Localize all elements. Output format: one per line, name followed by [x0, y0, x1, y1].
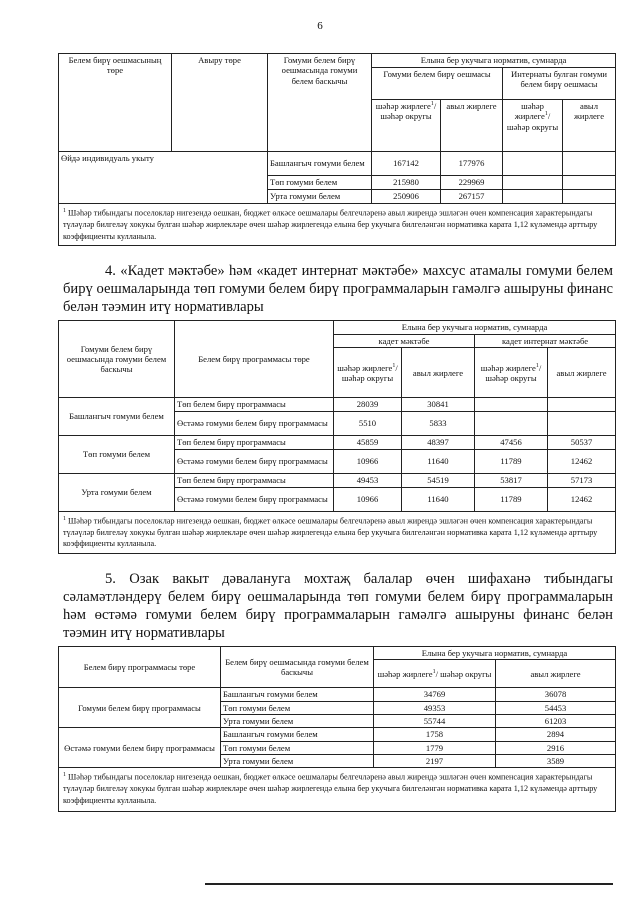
table-row: Төп гомуми белем 1779 2916: [59, 741, 616, 754]
section-heading-5: 5. Озак вакыт дәвалануга мохтаҗ балалар өчен шифаханә тибындагы сәламәтләндерү белем бирү оешмаларында төп гомуми белем бирү программаларын һәм өстәмә гомуми белем бирү программаларын гамәлгә ашыруны финанс белән тәэмин итү нормативлары: [63, 571, 613, 641]
header-city: шәһәр жирлеге$^1$/ шәһәр округы: [374, 660, 496, 688]
table-row: Өстәмә гомуми белем бирү программасы 5510 5833: [59, 411, 616, 435]
table-home-schooling: [58, 53, 616, 246]
section-heading-4: 4. «Кадет мәктәбе» һәм «кадет интернат мәктәбе» махсус атамалы гомуми белем бирү оешмаларында төп гомуми белем бирү программаларын гамәлгә ашыруны финанс белән тәэмин итү нормативлары: [63, 263, 613, 315]
footnote: $^1$ Шәһәр тибындагы поселоклар нигезендә оешкан, бюджет өлкәсе оешмалары белгечләренә авыл жирендә эшләгән өчен компенсация характерындагы түләүләр билгеләү хокукы булган шәһәр жирлекләре өчен шәһәр жирлегендә елына бер укучыга билгеләнгән нормативка карата 1,12 күләмендә арттыру коэффициенты кулланыла.: [59, 204, 616, 246]
header-edu-level: Гомуми белем бирү оешмасында гомуми белем баскычы: [59, 321, 175, 398]
table-row: Башлангыч гомуми белем Төп белем бирү программасы 28039 30841: [59, 398, 616, 411]
header-cadet-school: кадет мәктәбе: [334, 335, 475, 348]
footnote: $^1$ Шәһәр тибындагы поселоклар нигезендә оешкан, бюджет өлкәсе оешмалары белгечләренә авыл жирендә эшләгән өчен компенсация характерындагы түләүләр билгеләү хокукы булган шәһәр жирлекләре өчен шәһәр жирлегендә елына бер укучыга билгеләнгән нормативка карата 1,12 күләмендә арттыру коэффициенты кулланыла.: [59, 768, 616, 812]
header-city: шәһәр жирлеге$^1$/ шәһәр округы: [503, 100, 563, 152]
header-rural: авыл жирлеге: [402, 348, 475, 398]
header-rural: авыл жирлеге: [563, 100, 616, 152]
header-norm: Елына бер укучыга норматив, сумнарда: [374, 647, 616, 660]
level-label: Төп гомуми белем: [59, 435, 175, 473]
header-org-type: Белем бирү оешмасының төре: [59, 54, 172, 152]
header-rural: авыл жирлеге: [548, 348, 616, 398]
header-city: шәһәр жирлеге$^1$/ шәһәр округы: [334, 348, 402, 398]
table-row: Урта гомуми белем 55744 61203: [59, 714, 616, 727]
header-rural: авыл жирлеге: [441, 100, 503, 152]
table-row: Өстәмә гомуми белем бирү программасы 10966 11640 11789 12462: [59, 449, 616, 473]
table-row: Урта гомуми белем 250906 267157: [59, 190, 616, 204]
table-sanatorium: [58, 646, 616, 812]
table-row: Өстәмә гомуми белем бирү программасы 10966 11640 11789 12462: [59, 487, 616, 511]
header-general-org: Гомуми белем бирү оешмасы: [372, 68, 503, 100]
row-label: Өйдә индивидуаль укыту: [59, 152, 268, 204]
program-label: Өстәмә гомуми белем бирү программасы: [59, 728, 221, 768]
table-row: Төп гомуми белем Төп белем бирү программасы 45859 48397 47456 50537: [59, 435, 616, 449]
header-city: шәһәр жирлеге$^1$/ шәһәр округы: [372, 100, 441, 152]
table-row: Өйдә индивидуаль укыту Башлангыч гомуми белем 167142 177976: [59, 152, 616, 176]
table-cadet-schools: [58, 320, 616, 554]
table-row: Төп гомуми белем 49353 54453: [59, 701, 616, 714]
header-norm: Елына бер укучыга норматив, сумнарда: [334, 321, 616, 335]
header-city: шәһәр жирлеге$^1$/ шәһәр округы: [475, 348, 548, 398]
bottom-rule: [205, 883, 613, 885]
header-cadet-boarding: кадет интернат мәктәбе: [475, 335, 616, 348]
header-program-type: Белем бирү программасы төре: [59, 647, 221, 688]
header-edu-level: Гомуми белем бирү оешмасында гомуми белем баскычы: [268, 54, 372, 152]
header-illness-type: Авыру төре: [172, 54, 268, 152]
header-program-type: Белем бирү программасы төре: [175, 321, 334, 398]
header-rural: авыл жирлеге: [496, 660, 616, 688]
table-row: Төп гомуми белем 215980 229969: [59, 176, 616, 190]
header-boarding-org: Интернаты булган гомуми белем бирү оешмасы: [503, 68, 616, 100]
table-row: Урта гомуми белем Төп белем бирү программасы 49453 54519 53817 57173: [59, 473, 616, 487]
footnote: $^1$ Шәһәр тибындагы поселоклар нигезендә оешкан, бюджет өлкәсе оешмалары белгечләренә авыл жирендә эшләгән өчен компенсация характерындагы түләүләр билгеләү хокукы булган шәһәр жирлекләре өчен шәһәр жирлегендә елына бер укучыга билгеләнгән нормативка карата 1,12 күләмендә арттыру коэффициенты кулланыла.: [59, 511, 616, 553]
table-row: Урта гомуми белем 2197 3589: [59, 754, 616, 767]
level-label: Башлангыч гомуми белем: [59, 398, 175, 435]
level-label: Урта гомуми белем: [59, 473, 175, 511]
table-row: Өстәмә гомуми белем бирү программасы Башлангыч гомуми белем 1758 2894: [59, 728, 616, 741]
page-number: 6: [317, 20, 323, 32]
program-label: Гомуми белем бирү программасы: [59, 688, 221, 728]
table-row: Гомуми белем бирү программасы Башлангыч гомуми белем 34769 36078: [59, 688, 616, 701]
header-norm: Елына бер укучыга норматив, сумнарда: [372, 54, 616, 68]
header-edu-level: Белем бирү оешмасында гомуми белем баскычы: [221, 647, 374, 688]
